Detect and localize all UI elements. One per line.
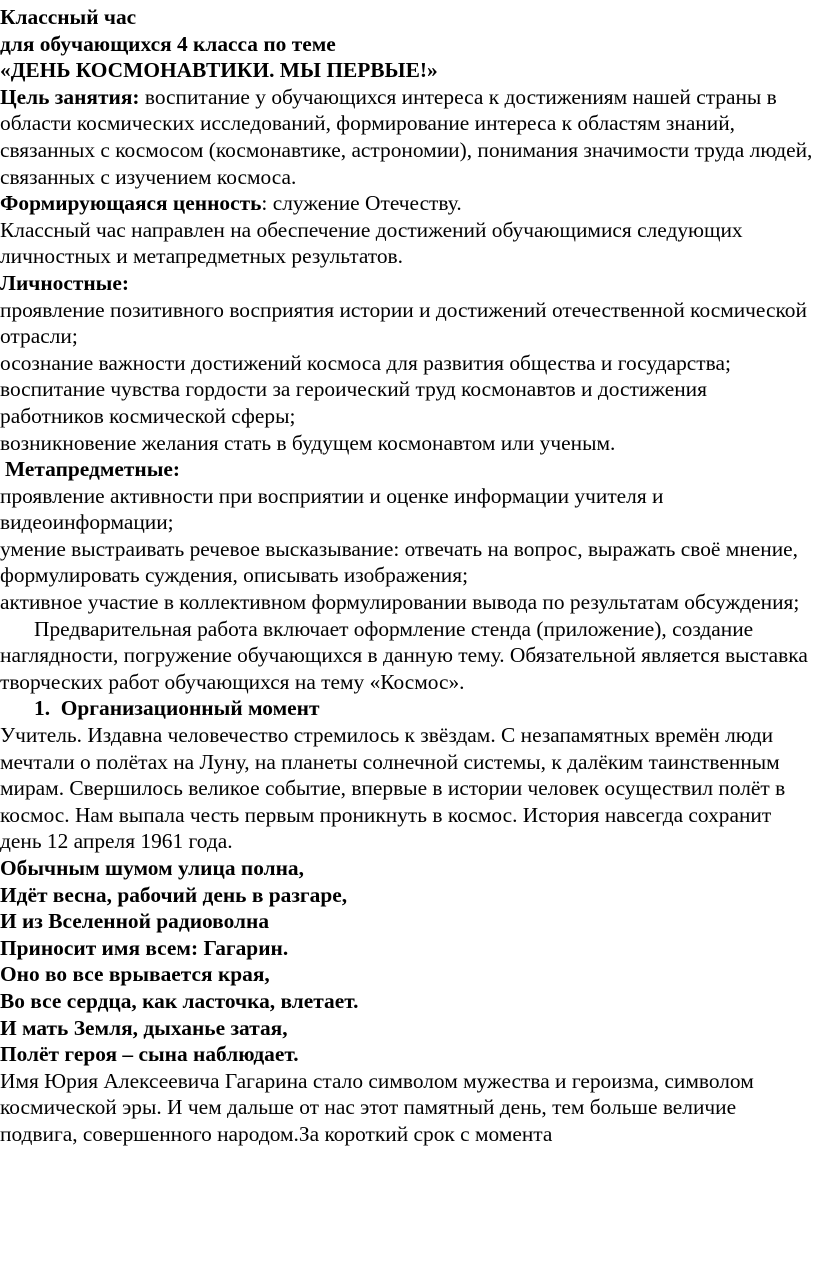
section-1-title: Организационный момент: [60, 696, 320, 721]
meta-item: умение выстраивать речевое высказывание: отвечать на вопрос, выражать своё мнение, формулировать суждения, описывать изображения;: [0, 536, 798, 588]
meta-heading: Метапредметные:: [5, 457, 181, 482]
meta-item: проявление активности при восприятии и оценке информации учителя и видеоинформации;: [0, 483, 664, 535]
personal-item: воспитание чувства гордости за героический труд космонавтов и достижения работников космической сферы;: [0, 377, 707, 428]
meta-item: активное участие в коллективном формулировании вывода по результатам обсуждения;: [0, 590, 800, 615]
value-text: : служение Отечеству.: [261, 191, 462, 216]
value-paragraph: [0, 190, 816, 217]
poem-line: Идёт весна, рабочий день в разгаре,: [0, 882, 348, 907]
poem-line: Приносит имя всем: Гагарин.: [0, 935, 289, 960]
poem-line: Обычным шумом улица полна,: [0, 856, 304, 880]
poem-line: Оно во все врывается края,: [0, 962, 270, 987]
personal-heading: Личностные:: [0, 270, 129, 295]
personal-item: проявление позитивного восприятия истории и достижений отечественной космической отрасли;: [0, 297, 807, 349]
goal-paragraph: [0, 84, 816, 190]
header-line-3: «ДЕНЬ КОСМОНАВТИКИ. МЫ ПЕРВЫЕ!»: [0, 58, 438, 83]
header-line-1: Классный час: [0, 5, 137, 29]
prep-paragraph: Предварительная работа включает оформление стенда (приложение), создание наглядности, погружение обучающихся в данную тему. Обязательной является выставка творческих работ обучающихся на тему «Космос».: [0, 616, 808, 694]
closing-paragraph: Имя Юрия Алексеевича Гагарина стало символом мужества и героизма, символом космической эры. И чем дальше от нас этот памятный день, тем больше величие подвига, совершенного народом.За короткий срок с момента: [0, 1068, 754, 1146]
poem-line: И мать Земля, дыханье затая,: [0, 1015, 288, 1040]
value-label: Формирующаяся ценность: [0, 191, 262, 216]
section-1-number: 1.: [34, 696, 51, 721]
goal-text: воспитание у обучающихся интереса к достижениям нашей страны в области космических исследований, формирование интереса к областям знаний, связанных с космосом (космонавтике, астрономии), понимания значимости труда людей, связанных с изучением космоса.: [0, 84, 813, 189]
poem-line: И из Вселенной радиоволна: [0, 909, 270, 934]
goal-label: Цель занятия:: [0, 84, 140, 109]
intro-paragraph: Классный час направлен на обеспечение достижений обучающимися следующих личностных и метапредметных результатов.: [0, 217, 743, 269]
poem-line: Во все сердца, как ласточка, влетает.: [0, 988, 359, 1013]
personal-item: возникновение желания стать в будущем космонавтом или ученым.: [0, 430, 616, 455]
poem-line: Полёт героя – сына наблюдает.: [0, 1042, 299, 1067]
personal-item: осознание важности достижений космоса для развития общества и государства;: [0, 350, 731, 375]
section-1-heading: [0, 695, 816, 722]
teacher-paragraph: Учитель. Издавна человечество стремилось к звёздам. С незапамятных времён люди мечтали о полётах на Луну, на планеты солнечной системы, к далёким таинственным мирам. Свершилось великое событие, впервые в истории человек осуществил полёт в космос. Нам выпала честь первым проникнуть в космос. История навсегда сохранит день 12 апреля 1961 года.: [0, 723, 786, 854]
header-line-2: для обучающихся 4 класса по теме: [0, 31, 336, 56]
